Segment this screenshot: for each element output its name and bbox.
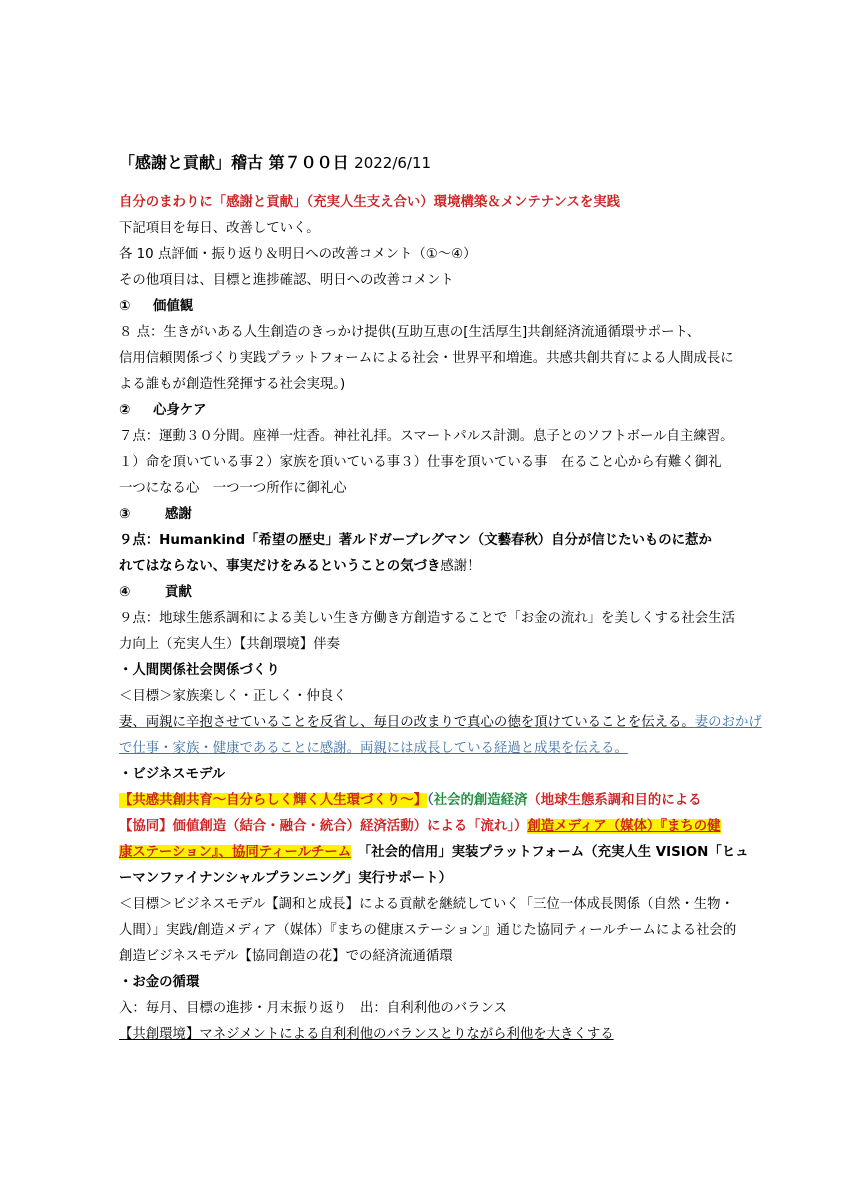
intro-heading: 自分のまわりに「感謝と貢献」（充実人生支え合い）環境構築＆メンテナンスを実践 <box>119 195 621 210</box>
gratitude-insight: れてはならない、事実だけをみるということの気づき <box>119 559 441 574</box>
relations-wife-text: 妻のおかげ <box>694 715 762 730</box>
relations-goal: ＜目標＞家族楽しく・正しく・仲良く <box>119 689 347 704</box>
section-contribution-line-1: ９点：地球生態系調和による美しい生き方働き方創造することで「お金の流れ」を美しくする社会生活 <box>119 611 735 626</box>
section-values-line-2: 信用信頼関係づくり実践プラットフォームによる社会・世界平和増進。共感共創共育による人間成長に <box>119 351 734 366</box>
intro-line-2: 各 10 点評価・振り返り＆明日への改善コメント（①～④） <box>119 247 477 262</box>
relations-text: 妻、両親に辛抱させていることを反省し、毎日の改まりで真心の徳を頂けていることを伝える。 <box>119 715 695 730</box>
title-date: 2022/6/11 <box>354 154 432 172</box>
title-main: 「感謝と貢献」稽古 第７００日 <box>119 153 349 172</box>
money-heading: ・お金の循環 <box>119 975 200 990</box>
business-station-highlight: 康ステーション』、協同ティールチーム <box>119 845 352 860</box>
intro-line-3: その他項目は、目標と進捗確認、明日への改善コメント <box>119 273 454 288</box>
section-label: 価値観 <box>153 299 194 314</box>
business-platform: 「社会的信用」実装プラットフォーム（充実人生 VISION「ヒュ <box>364 845 749 860</box>
section-care-line-2: １）命を頂いている事２）家族を頂いている事３）仕事を頂いている事 在ること心から有難く御礼 <box>119 455 722 470</box>
section-care-heading <box>119 398 744 424</box>
section-label: 心身ケア <box>153 403 207 418</box>
money-line-1: 入：毎月、目標の進捗・月末振り返り 出：自利利他のバランス <box>119 1001 507 1016</box>
business-line-1 <box>119 788 744 814</box>
intro-line-1: 下記項目を毎日、改善していく。 <box>119 221 320 236</box>
section-values-line-3: よる誰もが創造性発揮する社会実現。) <box>119 377 346 392</box>
business-line-7: 創造ビジネスモデル【協同創造の花】での経済流通循環 <box>119 949 453 964</box>
section-contribution-line-2: 力向上（充実人生）【共創環境】伴奏 <box>119 637 340 652</box>
relations-heading: ・人間関係社会関係づくり <box>119 663 280 678</box>
section-number: ① <box>119 299 131 314</box>
section-label: 貢献 <box>165 585 192 600</box>
business-value-creation: 【協同】価値創造（結合・融合・統合）経済活動）による「流れ」） <box>119 819 528 834</box>
business-social-economy: 社会的創造経済 <box>433 793 528 808</box>
section-label: 感謝 <box>165 507 192 522</box>
business-purpose: （地球生態系調和目的による <box>527 793 702 808</box>
document-body <box>119 150 762 1048</box>
relations-line-2: で仕事・家族・健康であることに感謝。両親には成長している経過と成果を伝える。 <box>119 741 628 756</box>
section-care-line-3: 一つになる心 一つ一つ所作に御礼心 <box>119 481 347 496</box>
section-number: ④ <box>119 585 131 600</box>
section-care-line-1: ７点：運動３０分間。座禅一炷香。神社礼拝。スマートパルス計測。息子とのソフトボール自主練習。 <box>119 429 734 444</box>
section-number: ② <box>119 403 131 418</box>
section-gratitude-heading <box>119 502 744 528</box>
section-values-heading <box>119 294 744 320</box>
money-line-2: 【共創環境】マネジメントによる自利利他のバランスとりながら利他を大きくする <box>119 1027 614 1042</box>
page-title <box>119 150 744 176</box>
business-theme-highlight: 【共感共創共育～自分らしく輝く人生環づくり～】 <box>119 793 427 808</box>
business-media-highlight: 創造メディア（媒体）『まちの健 <box>527 819 721 834</box>
business-line-5: ＜目標＞ビジネスモデル【調和と成長】による貢献を継続していく「三位一体成長関係（自然・生物・ <box>119 897 734 912</box>
business-line-6: 人間）」実践/創造メディア（媒体）『まちの健康ステーション』通じた協同ティールチームによる社会的 <box>119 923 737 938</box>
relations-line-1 <box>119 710 762 736</box>
section-values-line-1: ８ 点：生きがいある人生創造のきっかけ提供(互助互恵の[生活厚生]共創経済流通循環サポート、 <box>119 325 701 340</box>
section-contribution-heading <box>119 580 744 606</box>
business-line-3 <box>119 840 749 866</box>
section-gratitude-line-1: ９点：Humankind「希望の歴史」著ルドガーブレグマン（文藝春秋）自分が信じたいものに惹か <box>119 533 712 548</box>
section-gratitude-line-2 <box>119 554 744 580</box>
business-paren: （ <box>426 793 434 808</box>
section-number: ③ <box>119 507 131 522</box>
business-heading: ・ビジネスモデル <box>119 767 226 782</box>
business-line-4: ーマンファイナンシャルプランニング」実行サポート） <box>119 871 452 886</box>
gratitude-thanks: 感謝！ <box>440 559 481 574</box>
business-line-2 <box>119 814 744 840</box>
